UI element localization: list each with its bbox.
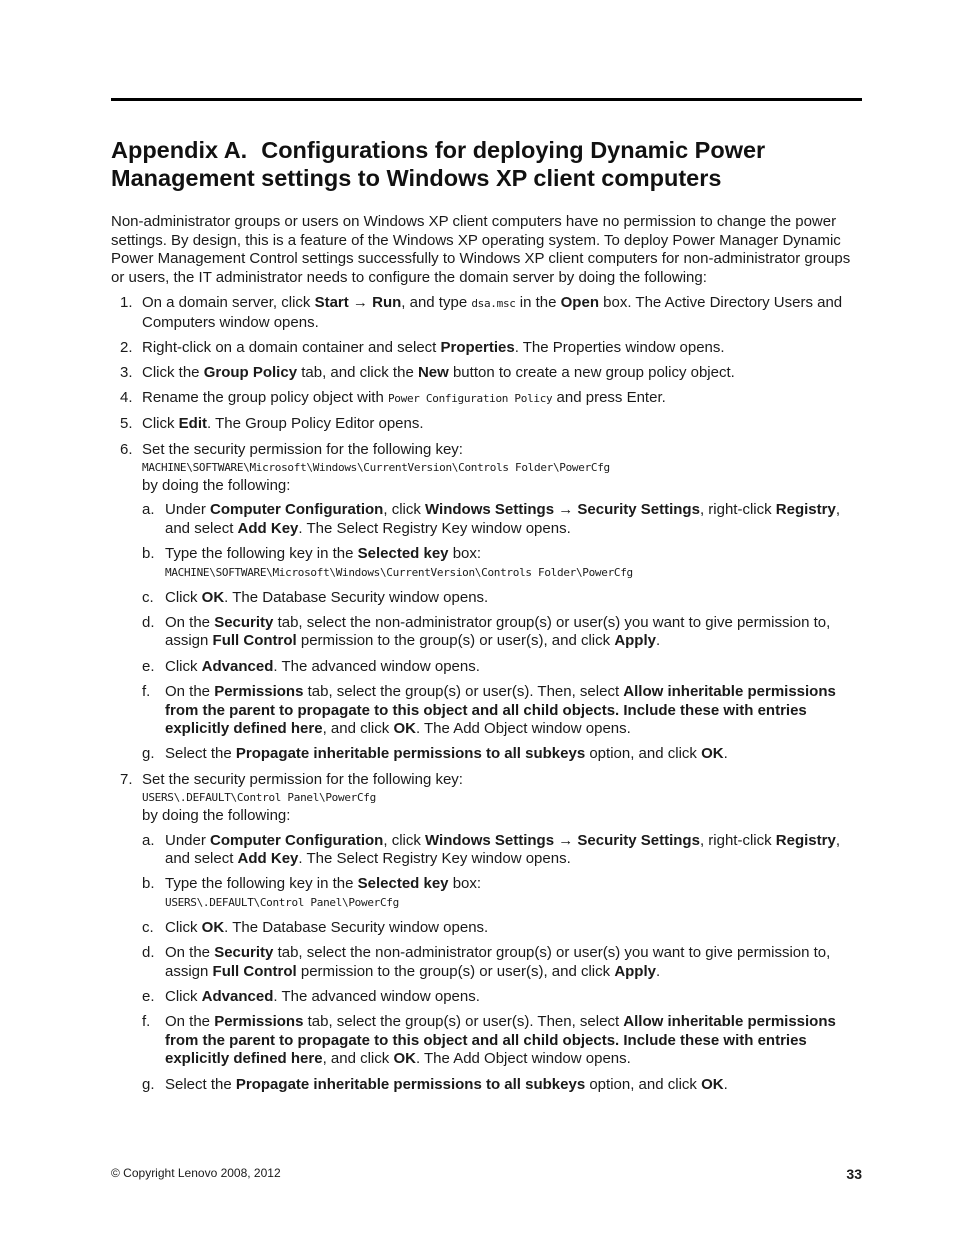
substep-text: Click [165,588,202,606]
substep-letter: b. [142,545,155,563]
substep-text: permission to the group(s) or user(s), and click [296,962,615,980]
substep-text: Click [165,987,202,1005]
substep-letter: g. [142,745,155,763]
header-rule [111,98,862,101]
substep-text: permission to the group(s) or user(s), and click [296,632,615,650]
substep-text: . [655,962,661,980]
arrow-icon: → [554,831,578,849]
command-code: dsa.msc [471,296,516,310]
ui-term: Advanced [201,657,274,675]
ui-term: OK [393,1050,416,1068]
step-number: 6. [120,440,133,458]
substep-g [142,1076,863,1095]
step-text: by doing the following: [142,477,291,495]
step-number: 2. [120,338,133,356]
substep-a [142,832,863,869]
step-text: Rename the group policy object with [142,389,388,407]
substep-text: tab, select the non-administrator group(s) or user(s) you want to give permission to, assign [165,613,831,650]
substep-text: tab, select the group(s) or user(s). Then, select [303,1013,624,1030]
substep-g [142,745,863,764]
substep-letter: a. [142,831,155,849]
ui-term: Full Control [212,962,297,980]
substep-letter: a. [142,501,155,519]
substep-text: , right-click [699,831,776,849]
substep-list [142,501,863,764]
step-text: box. The Active Directory Users and Computers window opens. [142,293,843,331]
substep-text: tab, select the group(s) or user(s). Then, select [303,682,624,700]
substep-b [142,875,863,912]
substep-letter: e. [142,657,155,675]
step-6 [111,441,863,765]
substep-text: tab, select the non-administrator group(s) or user(s) you want to give permission to, assign [165,943,831,980]
substep-text: , right-click [699,501,776,519]
substep-text: , and select [165,501,840,538]
registry-key-code: MACHINE\SOFTWARE\Microsoft\Windows\CurrentVersion\Controls Folder\PowerCfg [142,461,610,475]
ui-term: Start [314,293,349,311]
substep-text: . [723,745,728,763]
substep-text: , click [383,501,426,519]
substep-c [142,589,863,608]
ui-term: Security Settings [577,501,700,519]
ui-term: Security Settings [577,831,700,849]
step-text: . The Properties window opens. [514,338,725,356]
step-text: by doing the following: [142,807,291,825]
ui-term: Open [560,293,599,311]
substep-text: . The Add Object window opens. [415,1050,631,1068]
ui-term: Computer Configuration [210,501,384,519]
ui-term: Add Key [237,520,299,538]
step-text: button to create a new group policy object. [448,363,735,381]
substep-text: On the [165,1013,215,1030]
copyright-notice: © Copyright Lenovo 2008, 2012 [111,1166,281,1180]
registry-key-code: USERS\.DEFAULT\Control Panel\PowerCfg [165,896,399,910]
ui-term: Registry [775,831,836,849]
ui-term: OK [701,1075,724,1093]
substep-text: . The Database Security window opens. [224,918,489,936]
ui-term: Properties [440,338,515,356]
step-2 [111,339,863,358]
ui-term: OK [701,745,724,763]
substep-text: . [655,632,661,650]
intro-paragraph: Non-administrator groups or users on Windows XP client computers have no permission to change the power settings. By design, this is a feature of the Windows XP operating system. To deploy Power Manager Dynamic Power Management Control settings successfully to Windows XP client computers for non-administrator groups or users, the IT administrator needs to configure the domain server by doing the following: [111,213,851,287]
substep-text: , and click [322,1050,394,1068]
substep-text: Under [165,831,211,849]
substep-letter: g. [142,1075,155,1093]
step-text: tab, and click the [297,363,418,381]
step-number: 3. [120,363,133,381]
ui-term: Full Control [212,632,297,650]
substep-letter: d. [142,943,155,961]
substep-list [142,832,863,1095]
substep-letter: d. [142,613,155,631]
ui-term: OK [393,720,416,738]
step-4 [111,389,863,409]
ui-term: Propagate inheritable permissions to all subkeys [235,1075,586,1093]
ui-term: Selected key [357,545,449,563]
substep-text: On the [165,682,215,700]
ui-term: Security [214,943,274,961]
page-body [111,213,863,1101]
ui-term: Advanced [201,987,274,1005]
step-number: 1. [120,293,133,311]
ui-term: Registry [775,501,836,519]
step-text: Right-click on a domain container and select [142,338,441,356]
ui-term: Propagate inheritable permissions to all subkeys [235,745,586,763]
substep-f [142,683,863,739]
step-text: , and type [401,293,472,311]
substep-text: , click [383,831,426,849]
substep-text: Type the following key in the [165,875,358,893]
appendix-heading [111,136,871,192]
substep-text: . The Select Registry Key window opens. [298,850,571,868]
step-text: Click [142,415,179,433]
substep-text: Select the [165,1075,236,1093]
ui-term: Group Policy [203,363,298,381]
substep-letter: e. [142,987,155,1005]
step-text: On a domain server, click [142,293,315,311]
substep-e [142,658,863,677]
step-3 [111,364,863,383]
ui-term: Allow inheritable permissions from the parent to propagate to this object and all child objects. Include these with entries explicitly defined here [165,682,836,738]
substep-letter: f. [142,682,151,700]
substep-text: , and select [165,831,840,868]
substep-text: Click [165,918,202,936]
ui-term: Allow inheritable permissions from the parent to propagate to this object and all child objects. Include these with entries explicitly defined here [165,1013,836,1068]
step-text: . The Group Policy Editor opens. [207,415,424,433]
ui-term: Edit [178,415,208,433]
step-list [111,294,863,1095]
step-text: Set the security permission for the following key: [142,440,463,458]
step-1 [111,294,863,332]
arrow-icon: → [348,293,373,311]
substep-text: , and click [322,720,394,738]
substep-e [142,988,863,1007]
step-number: 4. [120,389,133,407]
substep-text: Click [165,657,202,675]
substep-a [142,501,863,538]
substep-text: On the [165,613,215,631]
substep-letter: b. [142,875,155,893]
substep-letter: f. [142,1013,151,1030]
ui-term: Selected key [357,875,449,893]
substep-text: On the [165,943,215,961]
ui-term: Run [372,293,402,311]
ui-term: Permissions [214,1013,304,1030]
substep-letter: c. [142,918,154,936]
ui-term: Computer Configuration [210,831,384,849]
substep-b [142,545,863,582]
ui-term: Apply [614,962,656,980]
substep-text: . The advanced window opens. [273,657,480,675]
step-text: in the [515,293,561,311]
substep-text: Under [165,501,211,519]
appendix-title-line2: Management settings to Windows XP client computers [111,165,722,191]
step-7 [111,771,863,1095]
substep-f [142,1013,863,1069]
substep-text: option, and click [585,1075,702,1093]
substep-text: box: [448,875,482,893]
policy-name-code: Power Configuration Policy [387,392,553,406]
substep-text: . The Add Object window opens. [415,720,631,738]
ui-term: Windows Settings [425,831,555,849]
step-text: and press Enter. [552,389,666,407]
step-number: 5. [120,415,133,433]
substep-letter: c. [142,588,154,606]
appendix-title-line1: Configurations for deploying Dynamic Power [261,137,766,163]
ui-term: Windows Settings [425,501,555,519]
ui-term: New [417,363,449,381]
ui-term: Add Key [237,850,299,868]
substep-text: option, and click [585,745,702,763]
ui-term: OK [201,918,225,936]
page-number: 33 [846,1166,862,1182]
substep-c [142,919,863,938]
ui-term: Security [214,613,274,631]
appendix-label: Appendix A. [111,137,248,163]
substep-text: Type the following key in the [165,545,358,563]
substep-text: box: [448,545,482,563]
ui-term: Apply [614,632,656,650]
substep-text: Select the [165,745,236,763]
substep-d [142,614,863,651]
step-text: Click the [142,363,204,381]
substep-text: . The advanced window opens. [273,987,480,1005]
step-text: Set the security permission for the following key: [142,770,463,788]
substep-text: . The Select Registry Key window opens. [298,520,571,538]
arrow-icon: → [554,501,578,519]
registry-key-code: USERS\.DEFAULT\Control Panel\PowerCfg [142,791,376,805]
step-number: 7. [120,770,133,788]
ui-term: Permissions [214,682,304,700]
substep-d [142,944,863,981]
step-5 [111,415,863,434]
ui-term: OK [201,588,225,606]
substep-text: . [723,1075,728,1093]
registry-key-code: MACHINE\SOFTWARE\Microsoft\Windows\CurrentVersion\Controls Folder\PowerCfg [165,566,633,580]
substep-text: . The Database Security window opens. [224,588,489,606]
